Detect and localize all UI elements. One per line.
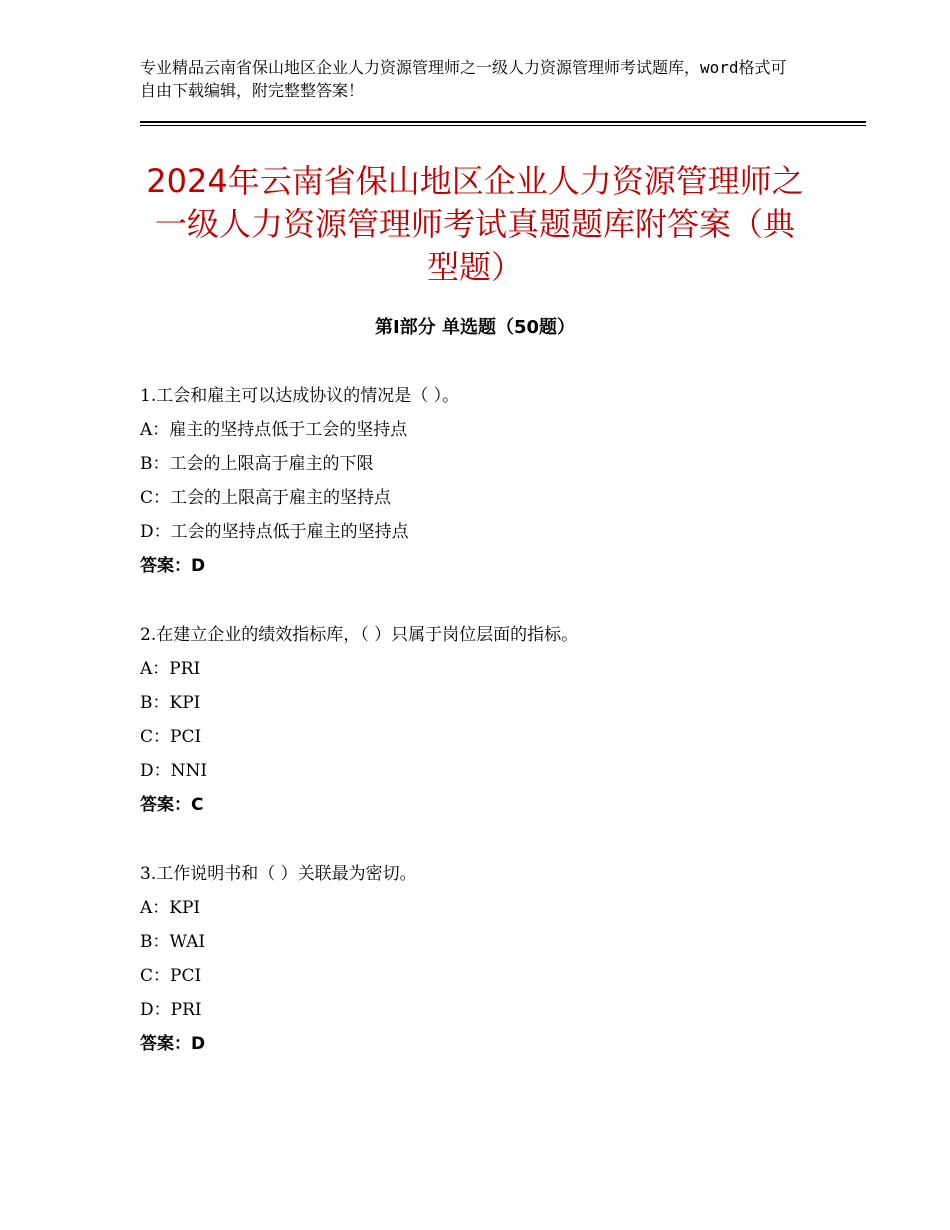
option-d: D：NNI xyxy=(140,761,208,781)
header-divider xyxy=(140,121,866,123)
question-stem: 2.在建立企业的绩效指标库，（ ）只属于岗位层面的指标。 xyxy=(140,625,579,645)
question-stem: 3.工作说明书和（ ）关联最为密切。 xyxy=(140,864,417,884)
question-1 xyxy=(140,379,840,583)
header-divider-thin xyxy=(140,125,866,126)
section-heading: 第Ⅰ部分 单选题（50题） xyxy=(374,317,575,338)
option-b: B：工会的上限高于雇主的下限 xyxy=(140,454,374,474)
option-d: D：PRI xyxy=(140,1000,202,1020)
option-c: C：PCI xyxy=(140,727,202,747)
option-a: A：PRI xyxy=(140,659,201,679)
option-b: B：KPI xyxy=(140,693,201,713)
question-stem: 1.工会和雇主可以达成协议的情况是（ ）。 xyxy=(140,386,460,406)
option-a: A：KPI xyxy=(140,898,201,918)
option-a: A：雇主的坚持点低于工会的坚持点 xyxy=(140,420,408,440)
option-c: C：工会的上限高于雇主的坚持点 xyxy=(140,488,392,508)
question-3 xyxy=(140,857,840,1061)
answer: 答案：C xyxy=(140,795,204,815)
option-c: C：PCI xyxy=(140,966,202,986)
answer: 答案：D xyxy=(140,556,206,576)
document-title: 2024年云南省保山地区企业人力资源管理师之一级人力资源管理师考试真题题库附答案（典型题） xyxy=(146,162,804,286)
header-note: 专业精品云南省保山地区企业人力资源管理师之一级人力资源管理师考试题库，word格式可自由下载编辑，附完整整答案！ xyxy=(140,58,787,100)
option-d: D：工会的坚持点低于雇主的坚持点 xyxy=(140,522,409,542)
answer: 答案：D xyxy=(140,1034,206,1054)
question-2 xyxy=(140,618,840,822)
option-b: B：WAI xyxy=(140,932,206,952)
